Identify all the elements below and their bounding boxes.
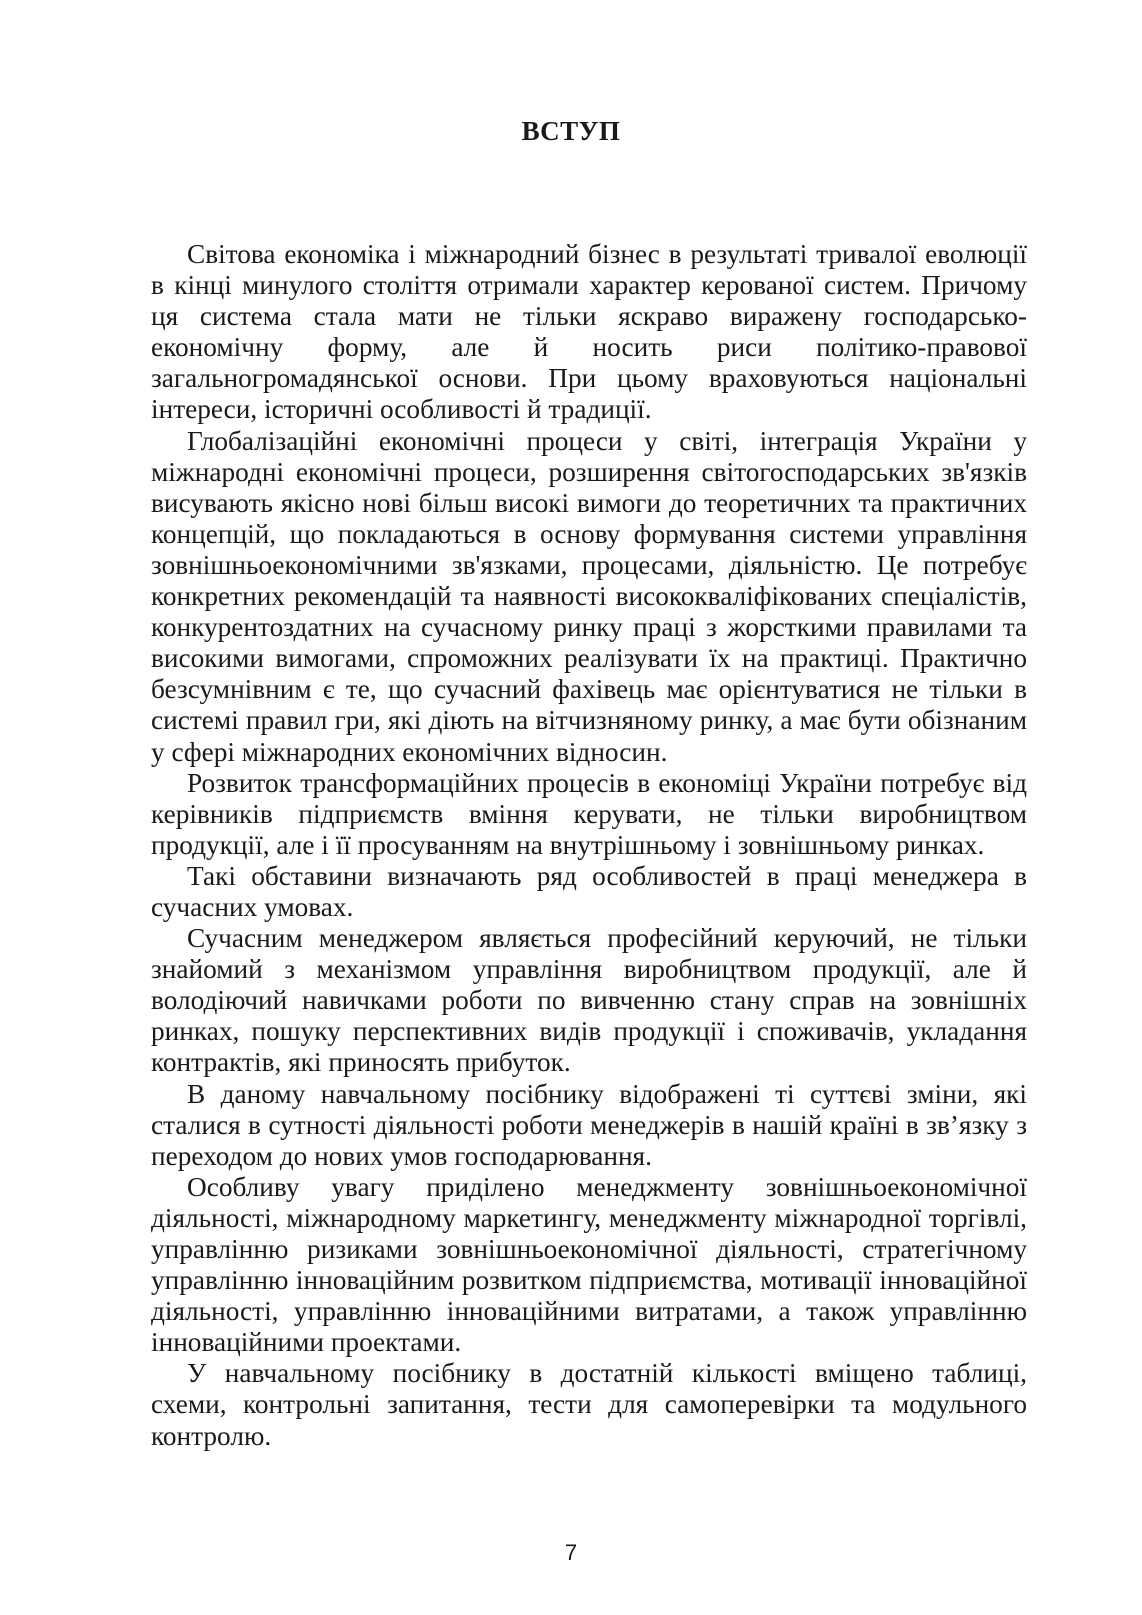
paragraph-6: В даному навчальному посібнику відображені ті суттєві зміни, які сталися в сутності діяльності роботи менеджерів в нашій країні в зв’язку з переходом до нових умов господарювання.: [151, 1078, 1027, 1171]
paragraph-8: У навчальному посібнику в достатній кількості вміщено таблиці, схеми, контрольні запитання, тести для самоперевірки та модульного контролю.: [151, 1358, 1027, 1451]
paragraph-2: Глобалізаційні економічні процеси у світі, інтеграція України у міжнародні економічні процеси, розширення світогосподарських зв'язків висувають якісно нові більш високі вимоги до теоретичних та практичних концепцій, що покладаються в основу формування системи управління зовнішньоекономічними зв'язками, процесами, діяльністю. Це потребує конкретних рекомендацій та наявності висококваліфікованих спеціалістів, конкурентоздатних на сучасному ринку праці з жорсткими правилами та високими вимогами, спроможних реалізувати їх на практиці. Практично безсумнівним є те, що сучасний фахівець має орієнтуватися не тільки в системі правил гри, які діють на вітчизняному ринку, а має бути обізнаним у сфері міжнародних економічних відносин.: [151, 425, 1027, 767]
paragraph-1: Світова економіка і міжнародний бізнес в результаті тривалої еволюції в кінці минулого століття отримали характер керованої систем. Причому ця система стала мати не тільки яскраво виражену господарсько-економічну форму, але й носить риси політико-правової загальногромадянської основи. При цьому враховуються національні інтереси, історичні особливості й традиції.: [151, 239, 1027, 425]
paragraph-7: Особливу увагу приділено менеджменту зовнішньоекономічної діяльності, міжнародному маркетингу, менеджменту міжнародної торгівлі, управлінню ризиками зовнішньоекономічної діяльності, стратегічному управлінню інноваційним розвитком підприємства, мотивації інноваційної діяльності, управлінню інноваційними витратами, а також управлінню інноваційними проектами.: [151, 1171, 1027, 1358]
body-text: [151, 239, 1027, 1452]
paragraph-3: Розвиток трансформаційних процесів в економіці України потребує від керівників підприємств вміння керувати, не тільки виробництвом продукції, але і її просуванням на внутрішньому і зовнішньому ринках.: [151, 767, 1027, 860]
page-title: ВСТУП: [521, 116, 621, 146]
paragraph-5: Сучасним менеджером являється професійний керуючий, не тільки знайомий з механізмом управління виробництвом продукції, але й володіючий навичками роботи по вивченню стану справ на зовнішніх ринках, пошуку перспективних видів продукції і споживачів, укладання контрактів, які приносять прибуток.: [151, 923, 1027, 1078]
page-number: 7: [564, 1540, 578, 1565]
paragraph-4: Такі обставини визначають ряд особливостей в праці менеджера в сучасних умовах.: [151, 860, 1027, 922]
